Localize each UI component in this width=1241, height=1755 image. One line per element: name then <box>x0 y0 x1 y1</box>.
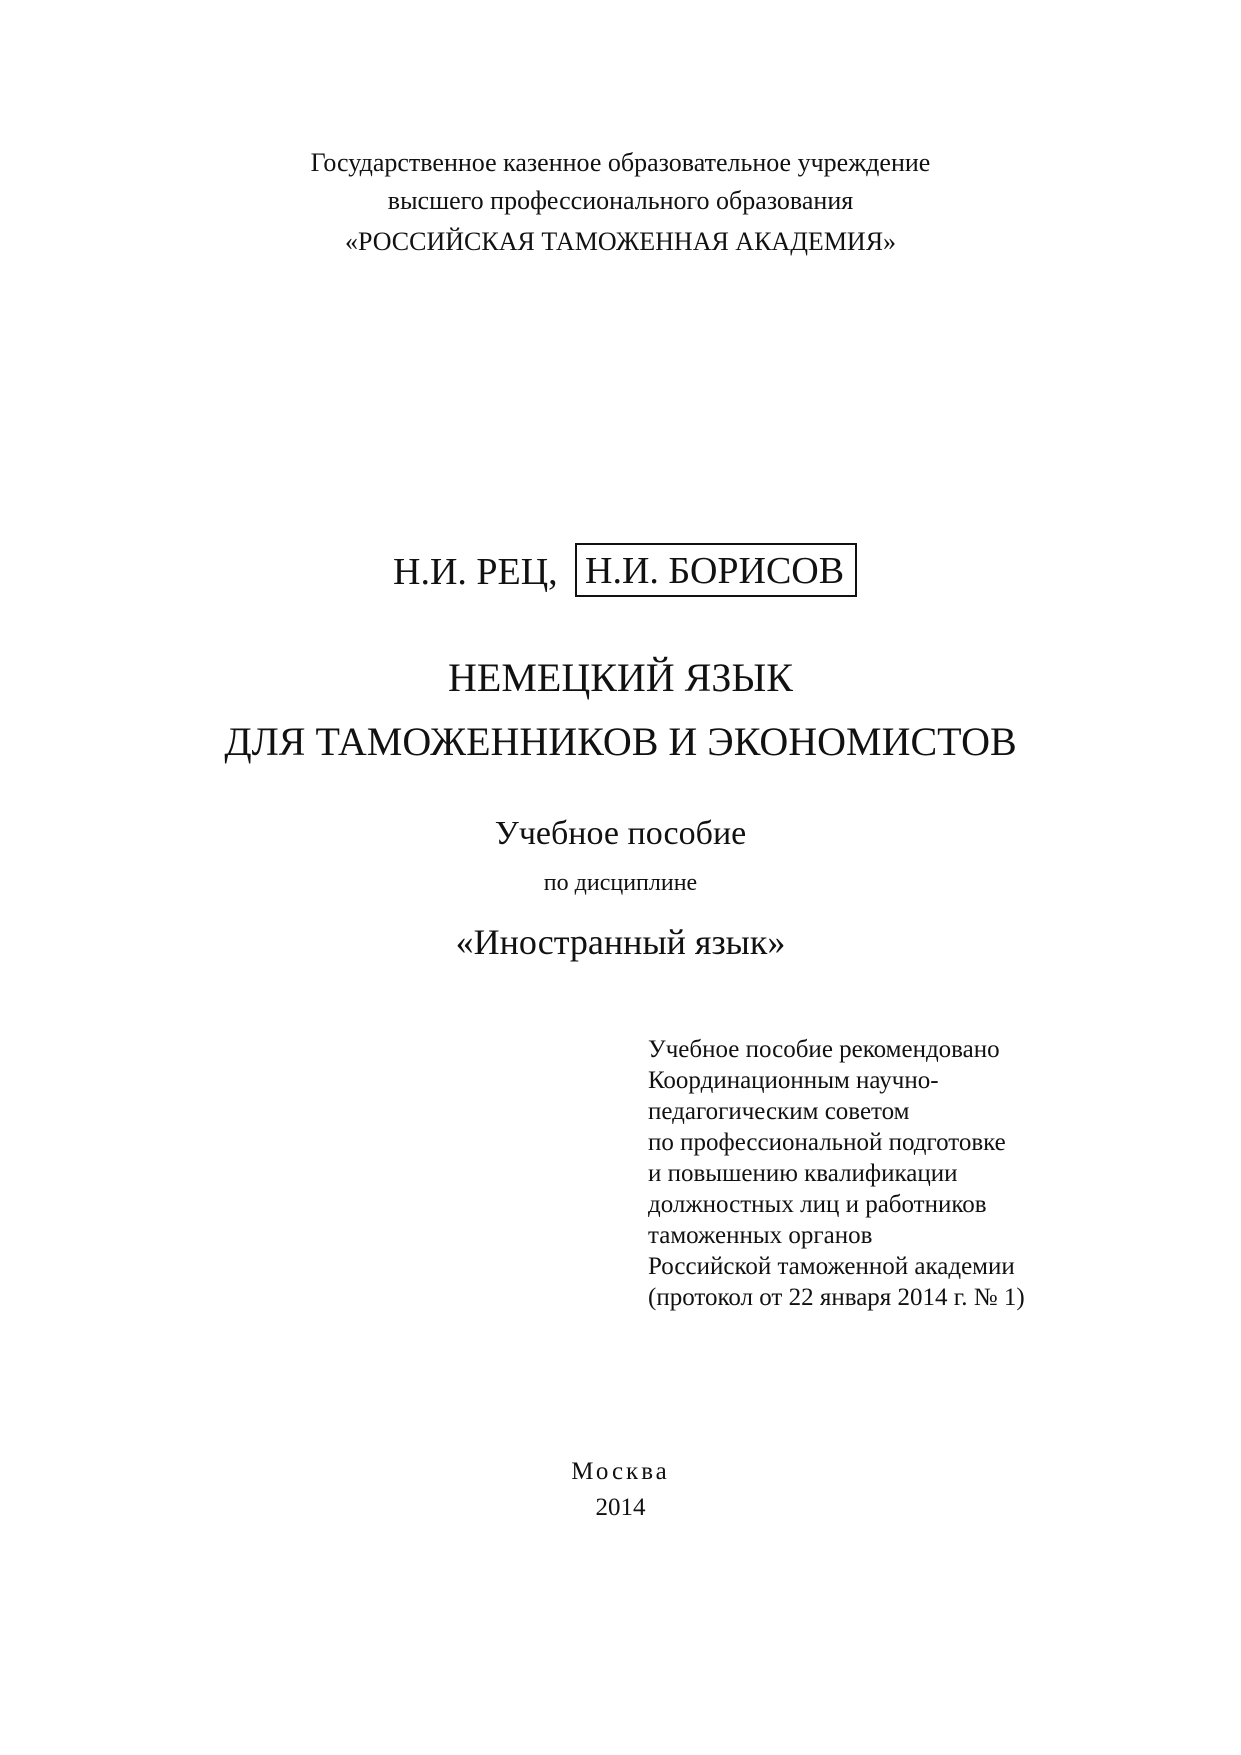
recommendation-line: (протокол от 22 января 2014 г. № 1) <box>648 1284 1025 1311</box>
discipline: «Иностранный язык» <box>455 922 786 962</box>
discipline-label: по дисциплине <box>543 870 698 896</box>
institution-line-2: высшего профессионального образования <box>387 186 854 215</box>
recommendation-line: по профессиональной подготовке <box>648 1129 1006 1156</box>
recommendation-line: педагогическим советом <box>648 1098 910 1125</box>
institution-line-3: «РОССИЙСКАЯ ТАМОЖЕННАЯ АКАДЕМИЯ» <box>344 227 897 256</box>
imprint-city: Москва <box>571 1458 670 1485</box>
recommendation-line: должностных лиц и работников <box>648 1191 987 1218</box>
subtitle: Учебное пособие <box>494 815 747 852</box>
recommendation-block <box>648 1034 1025 1313</box>
recommendation-line: Учебное пособие рекомендовано <box>648 1036 1000 1063</box>
recommendation-line: и повышению квалификации <box>648 1160 958 1187</box>
title-line-1: НЕМЕЦКИЙ ЯЗЫК <box>448 655 793 700</box>
recommendation-line: таможенных органов <box>648 1222 873 1249</box>
author-first: Н.И. РЕЦ, <box>393 551 558 593</box>
title-line-2: ДЛЯ ТАМОЖЕННИКОВ И ЭКОНОМИСТОВ <box>224 719 1017 764</box>
author-second-frame <box>575 543 857 597</box>
recommendation-line: Российской таможенной академии <box>648 1253 1015 1280</box>
imprint-year: 2014 <box>595 1494 646 1521</box>
recommendation-line: Координационным научно- <box>648 1067 939 1094</box>
authors <box>0 543 1241 601</box>
institution-line-1: Государственное казенное образовательное учреждение <box>310 148 931 177</box>
author-second: Н.И. БОРИСОВ <box>585 550 845 592</box>
